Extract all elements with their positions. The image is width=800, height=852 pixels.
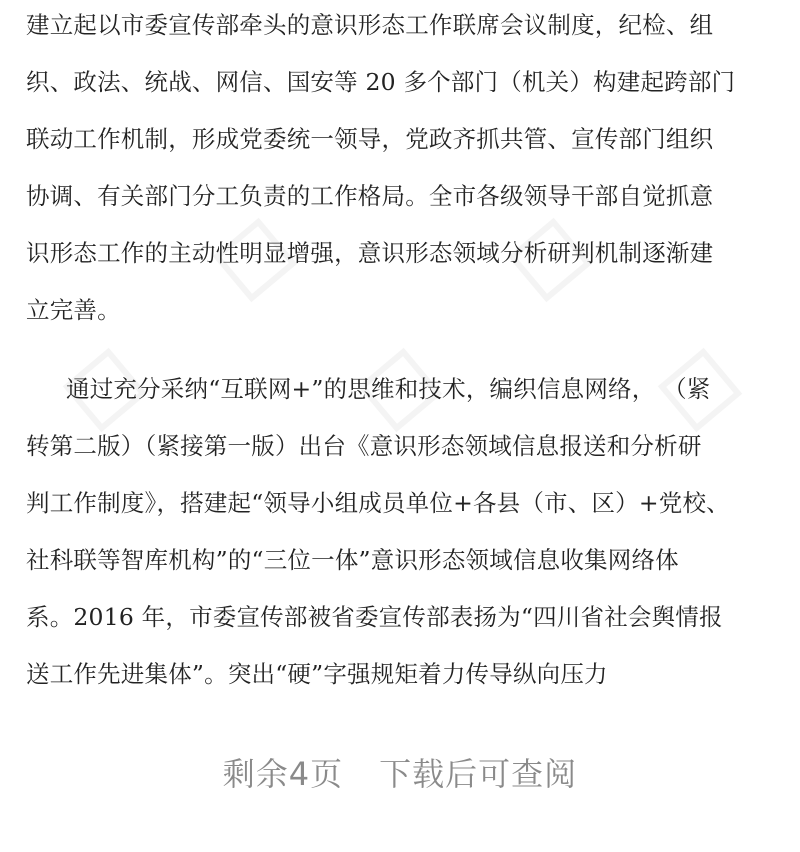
text-line: 判工作制度》，搭建起“领导小组成员单位+各县（市、区）+党校、 bbox=[26, 489, 730, 517]
text-line: 转第二版）（紧接第一版）出台《意识形态领域信息报送和分析研 bbox=[26, 432, 702, 460]
text-line: 通过充分采纳“互联网+”的思维和技术，编织信息网络， （紧 bbox=[66, 375, 711, 403]
text-line: 协调、有关部门分工负责的工作格局。全市各级领导干部自觉抓意 bbox=[26, 182, 714, 210]
text-line: 送工作先进集体”。突出“硬”字强规矩着力传导纵向压力 bbox=[26, 660, 608, 688]
text-line: 织、政法、统战、网信、国安等 20 多个部门（机关）构建起跨部门 bbox=[26, 68, 736, 96]
text-line: 立完善。 bbox=[26, 296, 121, 324]
text-line: 系。2016 年，市委宣传部被省委宣传部表扬为“四川省社会舆情报 bbox=[26, 603, 723, 631]
text-line: 识形态工作的主动性明显增强，意识形态领域分析研判机制逐渐建 bbox=[26, 239, 714, 267]
text-line: 联动工作机制，形成党委统一领导，党政齐抓共管、宣传部门组织 bbox=[26, 125, 714, 153]
remaining-pages-label: 剩余4页 bbox=[222, 755, 344, 793]
download-hint-label: 下载后可查阅 bbox=[379, 755, 578, 793]
text-line: 建立起以市委宣传部牵头的意识形态工作联席会议制度，纪检、组 bbox=[26, 11, 714, 39]
text-line: 社科联等智库机构”的“三位一体”意识形态领域信息收集网络体 bbox=[26, 546, 679, 574]
remaining-pages-prompt[interactable] bbox=[0, 752, 800, 796]
